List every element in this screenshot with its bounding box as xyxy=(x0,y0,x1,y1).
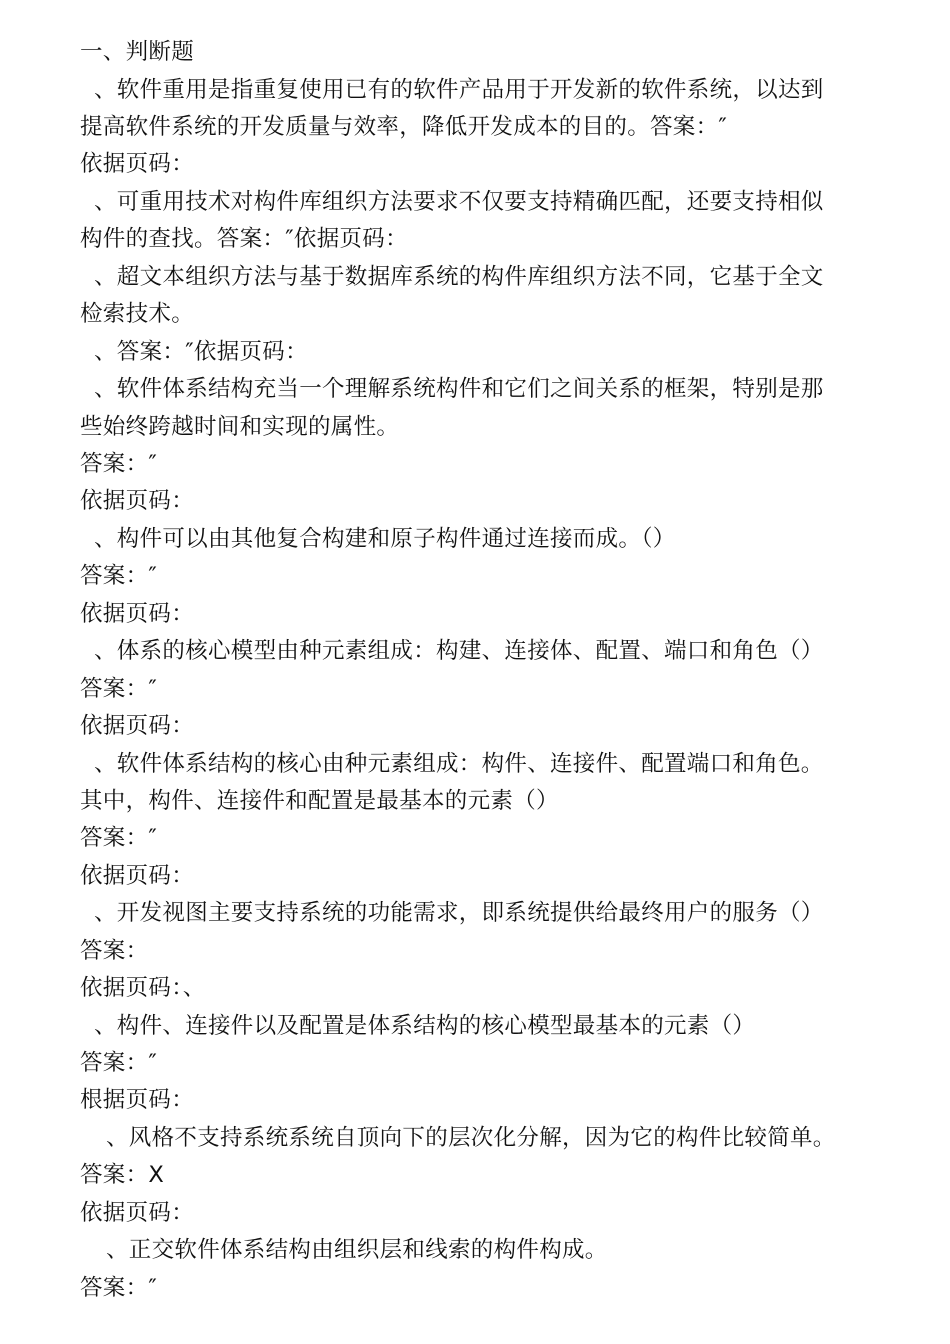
question-1-line-1: 、软件重用是指重复使用已有的软件产品用于开发新的软件系统，以达到 xyxy=(94,77,824,103)
page-reference: 依据页码： xyxy=(80,713,195,739)
answer-line: 答案：″ xyxy=(80,451,158,477)
question-11-line-1: 、正交软件体系结构由组织层和线索的构件构成。 xyxy=(106,1237,608,1263)
question-1-line-2: 提高软件系统的开发质量与效率，降低开发成本的目的。答案：″ xyxy=(80,114,728,140)
question-2-line-1: 、可重用技术对构件库组织方法要求不仅要支持精确匹配，还要支持相似 xyxy=(94,189,824,215)
question-8-line-1: 、开发视图主要支持系统的功能需求，即系统提供给最终用户的服务（） xyxy=(94,900,824,926)
page-reference: 依据页码： xyxy=(80,601,195,627)
question-2-line-2: 构件的查找。答案：″依据页码： xyxy=(80,226,408,252)
question-6-line-1: 、体系的核心模型由种元素组成：构建、连接体、配置、端口和角色（） xyxy=(94,638,824,664)
question-3-answer: 、答案：″依据页码： xyxy=(94,339,308,365)
page-reference: 依据页码： xyxy=(80,151,195,177)
answer-line: 答案：″ xyxy=(80,563,158,589)
question-4-line-2: 些始终跨越时间和实现的属性。 xyxy=(80,414,400,440)
page-reference: 依据页码： xyxy=(80,863,195,889)
question-3-line-2: 检索技术。 xyxy=(80,301,195,327)
answer-value: X xyxy=(148,1162,165,1188)
question-4-line-1: 、软件体系结构充当一个理解系统构件和它们之间关系的框架，特别是那 xyxy=(94,376,824,402)
question-10-line-1: 、风格不支持系统系统自顶向下的层次化分解，因为它的构件比较简单。 xyxy=(106,1125,836,1151)
question-5-line-1: 、构件可以由其他复合构建和原子构件通过连接而成。（） xyxy=(94,526,676,552)
section-heading: 一、判断题 xyxy=(80,39,195,65)
page-reference: 根据页码： xyxy=(80,1087,195,1113)
answer-line: 答案： xyxy=(80,938,149,964)
page-reference: 依据页码： xyxy=(80,488,195,514)
page-reference: 依据页码： xyxy=(80,1200,195,1226)
answer-line: 答案：″ xyxy=(80,825,158,851)
answer-line: 答案：″ xyxy=(80,676,158,702)
answer-line xyxy=(80,1157,880,1194)
page-reference: 依据页码：、 xyxy=(80,975,206,1001)
answer-line: 答案：″ xyxy=(80,1050,158,1076)
question-7-line-2: 其中，构件、连接件和配置是最基本的元素（） xyxy=(80,788,559,814)
question-7-line-1: 、软件体系结构的核心由种元素组成：构件、连接件、配置端口和角色。 xyxy=(94,751,824,777)
answer-line: 答案：″ xyxy=(80,1275,158,1301)
question-9-line-1: 、构件、连接件以及配置是体系结构的核心模型最基本的元素（） xyxy=(94,1013,756,1039)
answer-label: 答案： xyxy=(80,1162,149,1188)
question-3-line-1: 、超文本组织方法与基于数据库系统的构件库组织方法不同，它基于全文 xyxy=(94,264,824,290)
